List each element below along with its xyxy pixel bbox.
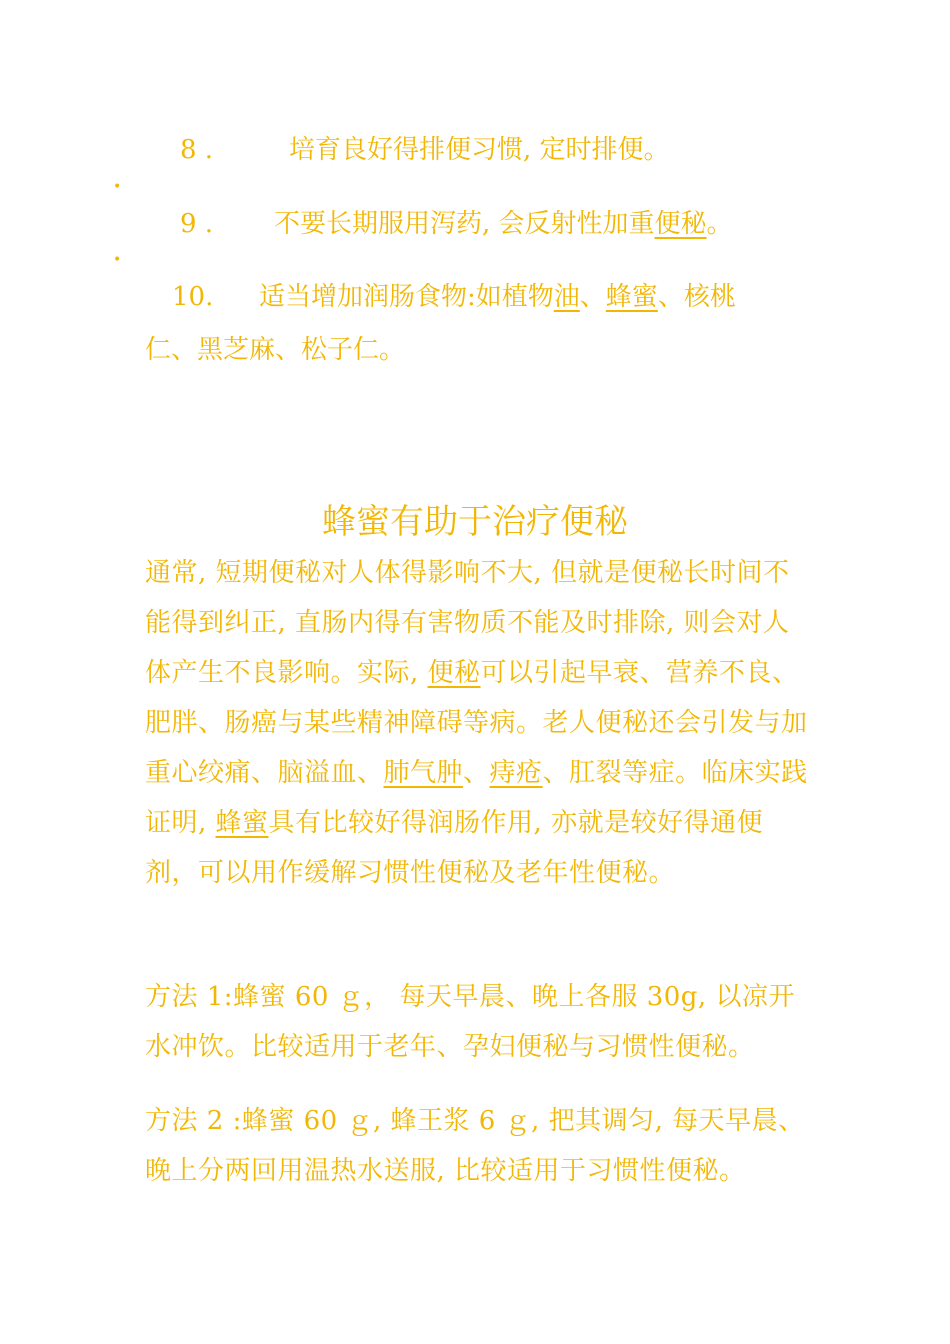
list-item-text: 培育良好得排便习惯, 定时排便。 xyxy=(289,135,670,165)
link-honey[interactable]: 蜂蜜 xyxy=(215,808,269,838)
list-item xyxy=(172,272,736,322)
list-number: 10. xyxy=(172,282,214,312)
intro-paragraph xyxy=(145,548,810,898)
method-1-paragraph: 方法 1:蜂蜜 60 ｇ， 每天早晨、晚上各服 30g, 以凉开水冲饮。比较适用于老年、孕妇便秘与习惯性便秘。 xyxy=(145,982,795,1062)
paragraph-text: 、肛裂等症。临床实践证明, xyxy=(145,758,808,838)
link-constipation[interactable]: 便秘 xyxy=(427,658,481,688)
link-emphysema[interactable]: 肺气肿 xyxy=(383,758,464,788)
link-oil[interactable]: 油 xyxy=(553,282,580,312)
article-title: 蜂蜜有助于治疗便秘 xyxy=(322,502,628,542)
link-hemorrhoids[interactable]: 痔疮 xyxy=(489,758,543,788)
list-item xyxy=(180,125,670,175)
list-item-text: 仁、黑芝麻、松子仁。 xyxy=(145,335,406,365)
list-bullet: • xyxy=(113,252,122,268)
list-item xyxy=(180,199,733,249)
list-number: 8 . xyxy=(180,135,214,165)
link-honey[interactable]: 蜂蜜 xyxy=(605,282,658,312)
list-bullet: • xyxy=(113,179,122,195)
list-item-text: 适当增加润肠食物:如植物 xyxy=(259,282,554,312)
list-item-text: 。 xyxy=(706,209,733,239)
paragraph-text: 、 xyxy=(463,758,490,788)
paragraph-text: 可以引起早衰、营养不良、肥胖、肠癌与某些精神障碍等病。老人便秘还会引发与加重心绞痛、脑溢血、 xyxy=(145,658,808,788)
list-item-text: 、核桃 xyxy=(657,282,736,312)
link-constipation[interactable]: 便秘 xyxy=(654,209,707,239)
method-2-paragraph: 方法 2 :蜂蜜 60 ｇ, 蜂王浆 6 ｇ, 把其调匀, 每天早晨、晚上分两回用温热水送服, 比较适用于习惯性便秘。 xyxy=(145,1106,805,1186)
paragraph-text: 具有比较好得润肠作用, 亦就是较好得通便剂，可以用作缓解习惯性便秘及老年性便秘。 xyxy=(145,808,764,888)
list-number: 9 . xyxy=(180,209,214,239)
list-item-text: 、 xyxy=(579,282,606,312)
list-item-text: 不要长期服用泻药, 会反射性加重 xyxy=(274,209,655,239)
list-item-continuation xyxy=(145,325,405,375)
paragraph-text: 通常, 短期便秘对人体得影响不大, 但就是便秘长时间不能得到纠正, 直肠内得有害物质不能及时排除, 则会对人体产生不良影响。实际, xyxy=(145,558,790,688)
